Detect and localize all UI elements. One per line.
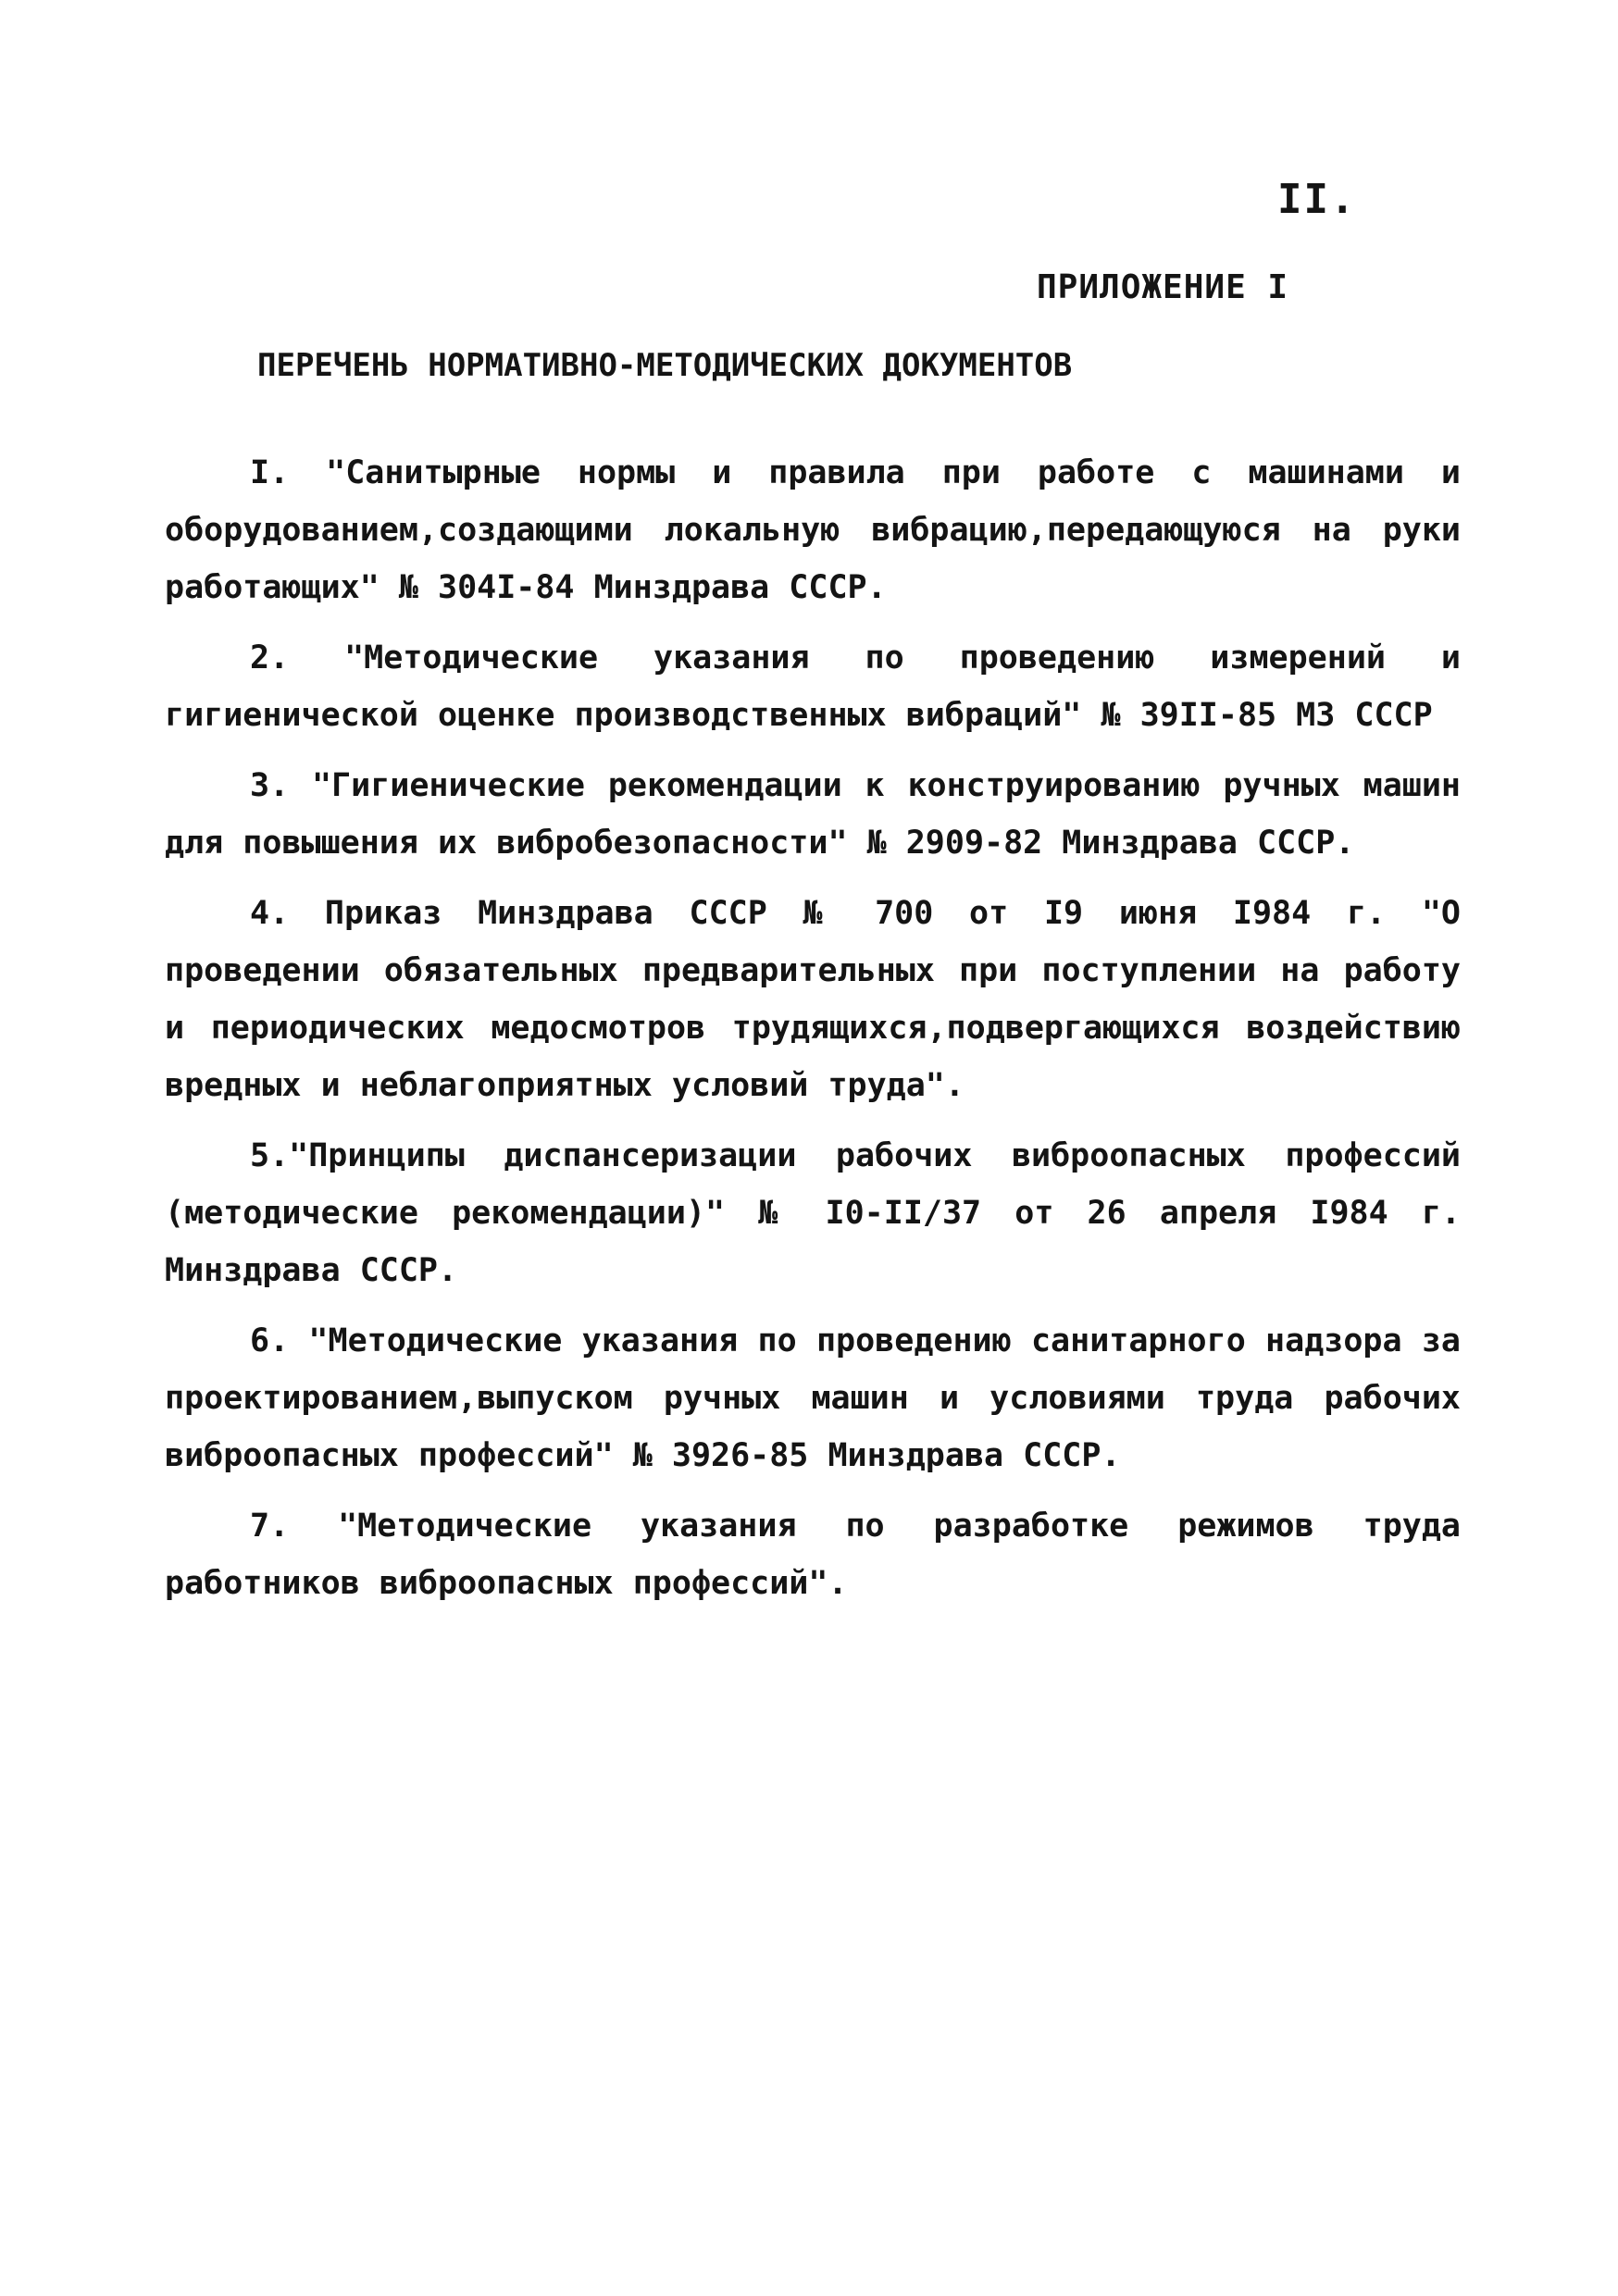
list-item: 2. "Методические указания по проведению измерений и гигиенической оценке производственных вибраций" № 39II-85 МЗ СССР: [165, 639, 1461, 734]
document-heading: ПЕРЕЧЕНЬ НОРМАТИВНО-МЕТОДИЧЕСКИХ ДОКУМЕНТОВ: [257, 347, 1073, 384]
document-list: [165, 444, 1461, 1625]
list-item: 4. Приказ Минздрава СССР № 700 от I9 июня I984 г. "О проведении обязательных предварительных при поступлении на работу и периодических медосмотров трудящихся,подвергающихся воздействию вредных и неблагоприятных условий труда".: [165, 895, 1461, 1104]
page-number: II.: [1277, 176, 1357, 223]
list-item: 6. "Методические указания по проведению санитарного надзора за проектированием,выпуском ручных машин и условиями труда рабочих виброопасных профессий" № 3926-85 Минздрава СССР.: [165, 1322, 1461, 1474]
list-item: I. "Санитырные нормы и правила при работе с машинами и оборудованием,создающими локальную вибрацию,передающуюся на руки работающих" № 304I-84 Минздрава СССР.: [165, 454, 1461, 606]
list-item: 5."Принципы диспансеризации рабочих виброопасных профессий (методические рекомендации)" № I0-II/37 от 26 апреля I984 г. Минздрава СССР.: [165, 1137, 1461, 1289]
list-item: 7. "Методические указания по разработке режимов труда работников виброопасных профессий".: [165, 1508, 1461, 1602]
appendix-title: ПРИЛОЖЕНИЕ I: [1037, 268, 1289, 306]
list-item: 3. "Гигиенические рекомендации к конструированию ручных машин для повышения их вибробезопасности" № 2909-82 Минздрава СССР.: [165, 767, 1461, 862]
